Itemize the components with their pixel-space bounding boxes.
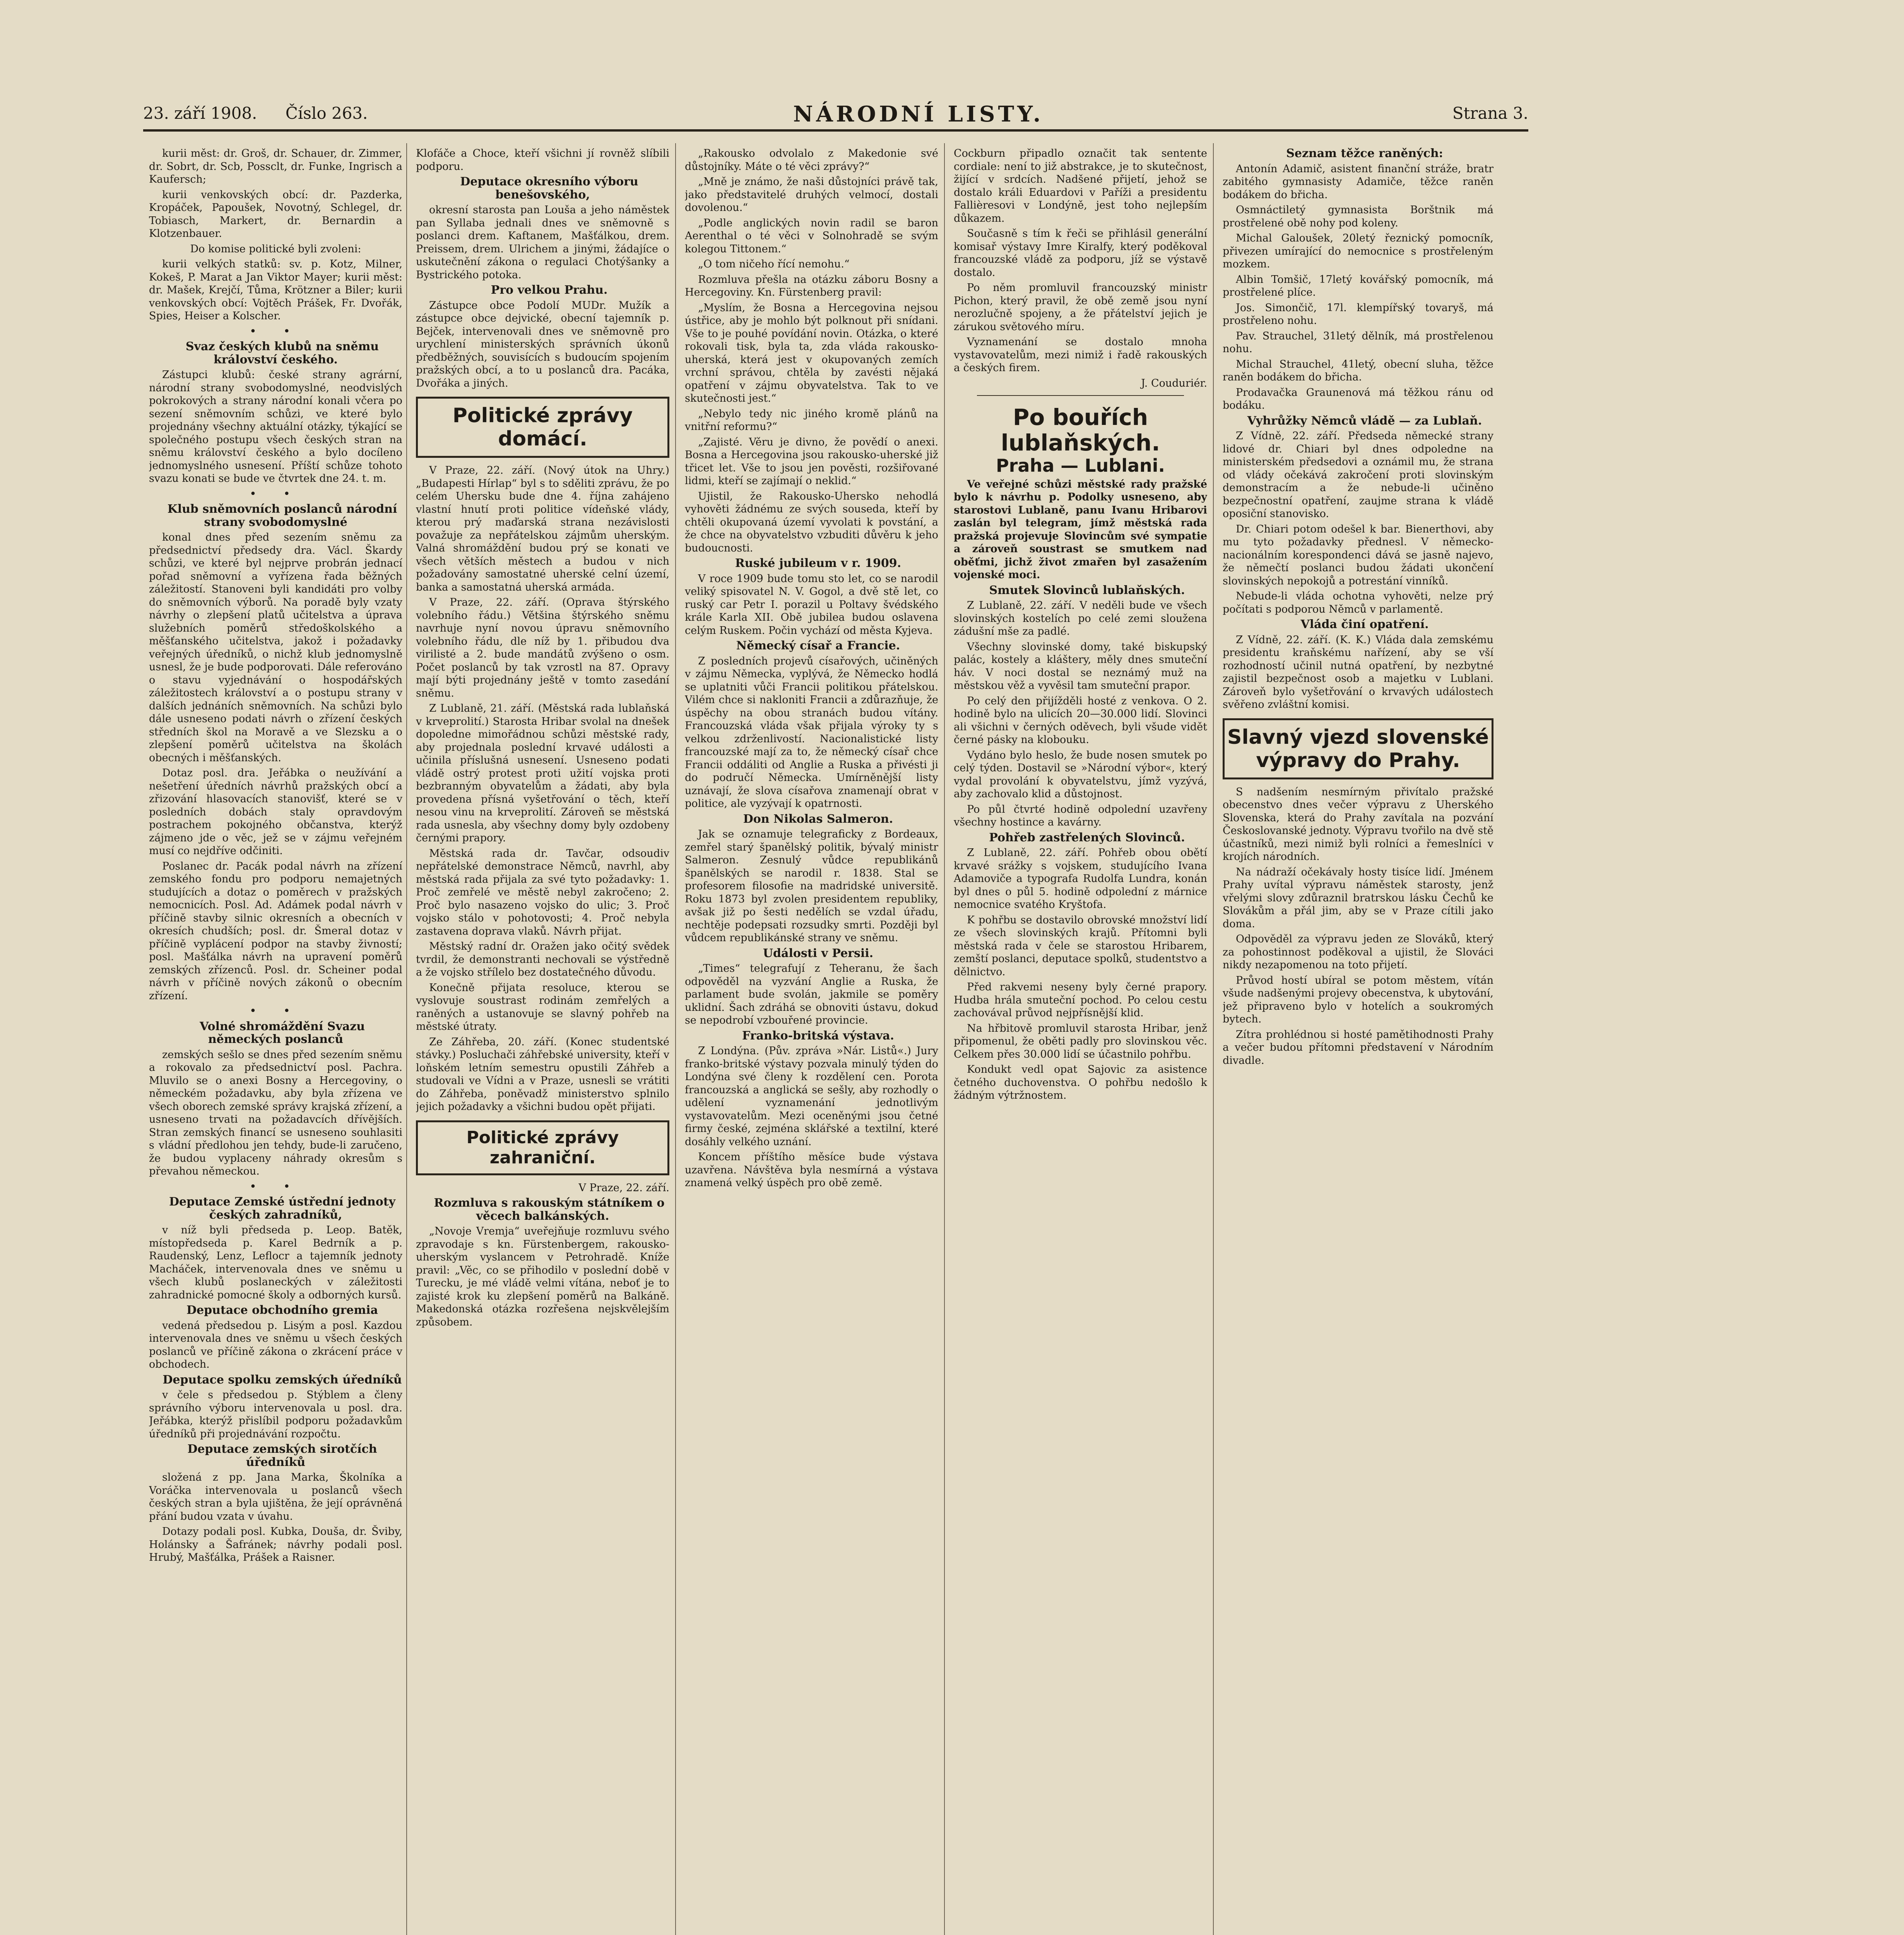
separator: • •: [250, 1180, 302, 1194]
section-title-domestic: Politické zprávy domácí.: [416, 397, 669, 458]
paragraph: Vyznamenání se dostalo mnoha vystavovatelům, mezi nimiž i řadě rakouských a českých firem.: [954, 336, 1207, 374]
paragraph: Po něm promluvil francouzský ministr Pichon, který pravil, že obě země jsou nyní nerozlučně spojeny, a že přátelství jejich je zárukou světového míru.: [954, 282, 1207, 333]
paragraph: „Mně je známo, že naši důstojníci právě tak, jako představitelé druhých velmocí, dostali dovolenou.“: [685, 176, 938, 214]
paragraph: Rozmluva přešla na otázku záboru Bosny a Hercegoviny. Kn. Fürstenberg pravil:: [685, 273, 938, 298]
paragraph: Z Lublaně, 22. září. Pohřeb obou obětí krvavé srážky s vojskem, studujícího Ivana Adamoviče a typografa Rudolfa Lundra, konán byl dnes o půl 5. hodině odpolední z márnice nemocnice svatého Kryštofa.: [954, 847, 1207, 911]
paragraph: Dotaz posl. dra. Jeřábka o neužívání a nešetření úředních návrhů pražských obcí a zřizování hlasovacích stanovišť, které se v posledních dobách staly opravdovým postrachem pokojného občanstva, kterýž zájmeno jde o věc, jež se v zájmu veřejném musí co nejdříve odčiniti.: [149, 767, 402, 857]
section-heading: Deputace Zemské ústřední jednoty českých zahradníků,: [169, 1195, 396, 1222]
paragraph: Zástupce obce Podolí MUDr. Mužík a zástupce obce dejvické, obecní tajemník p. Bejček, intervenovali dnes ve sněmovně pro urychlení ministerských správních úkonů předběžných, souvisících s budoucím spojením pražských obcí, a to u poslanců dra. Pacáka, Dvořáka a jiných.: [416, 299, 669, 389]
paragraph: Na nádraží očekávaly hosty tisíce lidí. Jménem Prahy uvítal výpravu náměstek starosty, jenž vřelými slovy zdůraznil bratrskou lásku Čechů ke Slovákům a přál jim, aby se v Praze cítili jako doma.: [1223, 866, 1493, 930]
paragraph: Zástupci klubů: české strany agrární, národní strany svobodomyslné, neodvislých pokrokových a strany národní konali včera po sezení sněmovním schůzi, ve které bylo projednány všechny aktuální otázky, týkající se společného postupu všech českých stran na sněmu království českého a bylo docíleno jednomyslného usnesení. Příští schůze tohoto svazu konati se bude ve čtvrtek dne 24. t. m.: [149, 369, 402, 485]
section-heading: Vláda činí opatření.: [1300, 618, 1429, 631]
page-number: Strana 3.: [1452, 104, 1528, 123]
paragraph: Pav. Strauchel, 31letý dělník, má prostřelenou nohu.: [1223, 330, 1493, 355]
section-heading: Ruské jubileum v r. 1909.: [735, 557, 902, 570]
paragraph: Klofáče a Choce, kteří všichni jí rovněž slíbili podporu.: [416, 147, 669, 173]
paragraph: „Myslím, že Bosna a Hercegovina nejsou ústřice, aby je mohlo být polknout při snídani. Vše to je pouhé povídání novin. Otázka, o které rokovali tisk, byla ta, zda vláda rakousko-uherská, která jest v okupovaných zemích vrchní správou, chtěla by zavésti nějaká opatření v zájmu obyvatelstva. Tak to ve skutečnosti jest.“: [685, 301, 938, 404]
section-heading: Deputace obchodního gremia: [186, 1303, 378, 1317]
section-heading: Pohřeb zastřelených Slovinců.: [989, 831, 1185, 844]
paragraph: okresní starosta pan Louša a jeho náměstek pan Syllaba jednali dnes ve sněmovně s poslanci drem. Kaftanem, Mašťálkou, drem. Preissem, drem. Ulrichem a jinými, žádajíce o uskutečnění zákona o regulaci Chotýšanky a Bystrického potoka.: [416, 204, 669, 281]
paragraph: Prodavačka Graunenová má těžkou ránu od bodáku.: [1223, 386, 1493, 411]
paragraph: Osmnáctiletý gymnasista Borštnik má prostřelené obě nohy pod koleny.: [1223, 204, 1493, 229]
paragraph: Z Vídně, 22. září. Předseda německé strany lidové dr. Chiari byl dnes odpoledne na ministerském předsedovi a oznámil mu, že strana od vlády očekává zakročení proti slovinským demonstracím a že nebude-li učiněno bezpečnostní opatření, zaujme strana k vládě oposiční stanovisko.: [1223, 430, 1493, 520]
column-rule: [406, 143, 407, 1935]
paragraph: Současně s tím k řeči se přihlásil generální komisař výstavy Imre Kiralfy, který poděkoval francouzské vládě za podporu, jíž se výstavě dostalo.: [954, 228, 1207, 279]
paragraph: Albin Tomšič, 17letý kovářský pomocník, má prostřelené plíce.: [1223, 273, 1493, 298]
paragraph: Z Londýna. (Pův. zpráva »Nár. Listů«.) Jury franko-britské výstavy pozvala minulý týden do Londýna své členy k rozdělení cen. Porota francouzská a anglická se sešly, aby rozhodly o udělení vyznamenání jednotlivým vystavovatelům. Mezi oceněnými jsou četné firmy české, zejména sklářské a textilní, které dosáhly velkého uznání.: [685, 1045, 938, 1148]
separator: • •: [250, 487, 302, 501]
paragraph: Nebude-li vláda ochotna vyhověti, nelze prý počítati s podporou Němců v parlamentě.: [1223, 590, 1493, 615]
divider: [977, 395, 1184, 396]
section-heading: Rozmluva s rakouským státníkem o věcech balkánských.: [434, 1196, 665, 1223]
paragraph: Do komise politické byli zvoleni:: [190, 243, 361, 255]
section-heading: Volné shromáždění Svazu německých poslanců: [199, 1019, 365, 1046]
column-rule: [675, 143, 676, 1935]
article-title-slovak-visit: Slavný vjezd slovenské výpravy do Prahy.: [1223, 718, 1493, 779]
paragraph: v čele s předsedou p. Stýblem a členy správního výboru intervenovala u posl. dra. Jeřábka, kterýž přislíbil podporu požadavkům úředníků při projednávání rozpočtu.: [149, 1389, 402, 1440]
section-title-foreign: Politické zprávy zahraniční.: [416, 1120, 669, 1175]
section-heading: Pro velkou Prahu.: [491, 283, 608, 297]
paragraph: Všechny slovinské domy, také biskupský palác, kostely a kláštery, měly dnes smuteční háv. V noci dostal se neznámý muž na městskou věž a vyvěsil tam smuteční prapor.: [954, 640, 1207, 692]
section-heading: Deputace zemských sirotčích úředníků: [187, 1442, 377, 1469]
paragraph: „O tom ničeho řící nemohu.“: [698, 258, 850, 270]
issue-number: Číslo 263.: [285, 104, 368, 123]
issue-date: 23. září 1908.: [143, 104, 257, 123]
paragraph: konal dnes před sezením sněmu za předsednictví předsedy dra. Václ. Škardy schůzi, ve které byl nejprve probrán jednací pořad sněmovní a vyřízena řada běžných záležitostí. Stanoveni byli kandidáti pro volby do sněmovních výborů. Na poradě byly vzaty návrhy o zlepšení platů učitelstva a úprava služebních poměrů středoškolského a měšťanského učitelstva, jakož i požadavky veřejných úředníků, o nichž klub jednomyslně usnesl, že je bude podporovati. Dále referováno o stavu vyjednávání o hospodářských záležitostech království a o postupu strany v dalších jednáních sněmovních. Na schůzi bylo dále usneseno podati návrh o zřízení českých středních škol na Moravě a ve Slezsku a o zlepšení poměrů učitelstva na školách obecných i měšťanských.: [149, 531, 402, 764]
paragraph: V Praze, 22. září. (Oprava štýrského volebního řádu.) Většina štýrského sněmu navrhuje nyní novou úpravu sněmovního volebního řádu, dle níž by 1. přibudou dva virilisté a 2. bude mandátů zvýšeno o osm. Počet poslanců by tak vzrostl na 87. Opravy mají býti projednány ještě v tomto zasedání sněmu.: [416, 596, 669, 699]
paragraph: „Times“ telegrafují z Teheranu, že šach odpověděl na vyzvání Anglie a Ruska, že parlament bude svolán, jakmile se poměry uklidní. Šach zdráhá se obnoviti ústavu, dokud se nepodrobí vzbouřené provincie.: [685, 962, 938, 1026]
article-subtitle: Praha — Lublani.: [996, 455, 1165, 476]
separator: • •: [250, 324, 302, 338]
paragraph: „Nebylo tedy nic jiného kromě plánů na vnitřní reformu?“: [685, 408, 938, 433]
paragraph: kurii měst: dr. Groš, dr. Schauer, dr. Zimmer, dr. Sobrt, dr. Scb, Possclt, dr. Funke, Ingrisch a Kaufersch;: [149, 147, 402, 185]
paragraph: Vydáno bylo heslo, že bude nosen smutek po celý týden. Dostavil se »Národní výbor«, který vydal provolání k obyvatelstvu, jímž vyzývá, aby zachovalo klid a důstojnost.: [954, 749, 1207, 800]
section-heading: Klub sněmovních poslanců národní strany svobodomyslné: [167, 502, 397, 529]
section-heading: Smutek Slovinců lublaňských.: [989, 583, 1185, 597]
paragraph: Jak se oznamuje telegraficky z Bordeaux, zemřel starý španělský politik, bývalý ministr Salmeron. Zesnulý vůdce republikánů španělských se narodil r. 1838. Stal se profesorem filosofie na madridské universitě. Roku 1873 byl zvolen presidentem republiky, avšak již po šesti nedělích se vzdal úřadu, nechtěje podepsati rozsudky smrti. Později byl vůdcem republikánské strany ve sněmu.: [685, 828, 938, 944]
paragraph: V roce 1909 bude tomu sto let, co se narodil veliký spisovatel N. V. Gogol, a dvě stě let, co ruský car Petr I. porazil u Poltavy švédského krále Karla XII. Obě jubilea budou oslavena celým Ruskem. Počin vychází od města Kyjeva.: [685, 572, 938, 637]
paragraph: Ve veřejné schůzi městské rady pražské bylo k návrhu p. Podolky usneseno, aby starostovi Lublaně, panu Ivanu Hribarovi zaslán byl telegram, jímž městská rada pražská projevuje Slovincům své sympatie a zároveň soustrast se smutkem nad oběťmi, jichž život zmařen byl zasažením vojenské moci.: [954, 478, 1207, 581]
paragraph: Před rakvemi neseny byly černé prapory. Hudba hrála smuteční pochod. Po celou cestu zachovával průvod nejpřísnější klid.: [954, 981, 1207, 1019]
paragraph: Michal Strauchel, 41letý, obecní sluha, těžce raněn bodákem do břicha.: [1223, 358, 1493, 383]
section-heading: Don Nikolas Salmeron.: [743, 812, 893, 826]
section-heading: Události v Persii.: [763, 946, 874, 960]
paragraph: Dr. Chiari potom odešel k bar. Bienerthovi, aby mu tyto požadavky přednesl. V německo-nacionálním korespondenci dává se jasně najevo, že němečtí poslanci budou žádati ukončení slovinských nepokojů a potrestání vinníků.: [1223, 523, 1493, 587]
paragraph: Kondukt vedl opat Sajovic za asistence četného duchovenstva. O pohřbu nedošlo k žádným výtržnostem.: [954, 1063, 1207, 1101]
section-heading: Deputace okresního výboru benešovského,: [460, 175, 638, 202]
paragraph: S nadšením nesmírným přivítalo pražské obecenstvo dnes večer výpravu z Uherského Slovenska, která do Prahy zavítala na pozvání Českoslovanské jednoty. Výpravu tvořilo na dvě stě účastníků, mezi nimiž byli rolníci a řemeslníci v krojích národních.: [1223, 786, 1493, 863]
column-5: [1223, 147, 1493, 1935]
article-title-storms: Po bouřích lublaňských.: [1001, 404, 1160, 456]
paragraph: Po celý den přijížděli hosté z venkova. O 2. hodině bylo na ulicích 20—30.000 lidí. Slovinci ali všichni v černých oděvech, byli všude vidět černé pásky na klobouku.: [954, 695, 1207, 746]
paragraph: K pohřbu se dostavilo obrovské množství lidí ze všech slovinských krajů. Přítomni byli městská rada v čele se starostou Hribarem, zemští poslanci, deputace spolků, studentstvo a dělnictvo.: [954, 914, 1207, 978]
paragraph: Poslanec dr. Pacák podal návrh na zřízení zemského fondu pro podporu nemajetných studujících a dotaz o poměrech v pražských nemocnicích. Posl. Ad. Adámek podal návrh v příčině stavby silnic okresních a obecních v okresích chudších; posl. dr. Šmeral dotaz v příčině vyplácení podpor na stavby živností; posl. Mašťálka návrh na upravení poměrů zemských zřízenců. Posl. dr. Scheiner podal návrh v příčině nových zákonů o obecním zřízení.: [149, 860, 402, 1002]
separator: • •: [250, 1004, 302, 1018]
paragraph: Průvod hostí ubíral se potom městem, vítán všude nadšenými projevy obecenstva, k ubytování, jež připraveno bylo v hotelích a soukromých bytech.: [1223, 974, 1493, 1025]
paragraph: Koncem příštího měsíce bude výstava uzavřena. Návštěva byla nesmírná a výstava znamená velký úspěch pro obě země.: [685, 1151, 938, 1189]
paragraph: složená z pp. Jana Marka, Školníka a Voráčka intervenovala u poslanců všech českých stran a byla ujištěna, že její oprávněná přání budou vzata v úvahu.: [149, 1471, 402, 1522]
paragraph: Na hřbitově promluvil starosta Hribar, jenž připomenul, že oběti padly pro slovinskou věc. Celkem přes 30.000 lidí se účastnilo pohřbu.: [954, 1022, 1207, 1060]
paragraph: zemských sešlo se dnes před sezením sněmu a rokovalo za předsednictví posl. Pachra. Mluvilo se o anexi Bosny a Hercegoviny, o německém požadavku, aby byla zřízena ve všech oborech zemské správy krajská zřízení, a usneseno trvati na požadavcích dřívějších. Stran zemských financí se usneseno souhlasiti s vládní předlohou jen tehdy, bude-li zaručeno, že budou vyplaceny náhrady okresům s převahou německou.: [149, 1048, 402, 1177]
paragraph: Ze Záhřeba, 20. září. (Konec studentské stávky.) Posluchači záhřebské university, kteří v loňském letním semestru opustili Záhřeb a studovali ve Vídni a v Praze, usnesli se vrátiti do Záhřeba, poněvadž ministerstvo splnilo jejich požadavky a všichni budou opět přijati.: [416, 1036, 669, 1113]
header-left: [143, 104, 391, 123]
column-rule: [1213, 143, 1214, 1935]
section-heading: Seznam těžce raněných:: [1286, 147, 1443, 160]
section-heading: Svaz českých klubů na sněmu království českého.: [185, 340, 379, 366]
paragraph: Z Lublaně, 22. září. V neděli bude ve všech slovinských kostelích po celé zemi sloužena zádušní mše za padlé.: [954, 599, 1207, 637]
column-rule: [944, 143, 945, 1935]
paragraph: Městská rada dr. Tavčar, odsoudiv nepřátelské demonstrace Němců, navrhl, aby městská rada přijala za své tyto požadavky: 1. Proč zemřelé ve městě nebyl zakročeno; 2. Proč bylo nasazeno vojsko do ulic; 3. Proč vojsko stálo v pohotovosti; 4. Proč nebyla zastavena doprava vlaků. Návrh přijat.: [416, 847, 669, 937]
paragraph: kurii venkovských obcí: dr. Pazderka, Kropáček, Papoušek, Novotný, Schlegel, dr. Tobiasch, Markert, dr. Bernardin a Klotzenbauer.: [149, 188, 402, 240]
paragraph: „Novoje Vremja“ uveřejňuje rozmluvu svého zpravodaje s kn. Fürstenbergem, rakousko-uherským vyslancem v Petrohradě. Kníže pravil: „Věc, co se přihodilo v poslední době v Turecku, je mé vládě velmi vítána, neboť je to zajisté krok ku zlepšení poměrů na Balkáně. Makedonská otázka rozřešena nejskvělejším způsobem.: [416, 1225, 669, 1328]
paragraph: Ujistil, že Rakousko-Uhersko nehodlá vyhověti žádnému ze svých souseda, kteří by chtěli okupovaná území vyvolati k povstání, a že chce na obyvatelstvo vzbuditi důvěru k jeho budoucnosti.: [685, 490, 938, 554]
paragraph: V Praze, 22. září. (Nový útok na Uhry.) „Budapesti Hírlap“ byl s to sděliti zprávu, že po celém Uhersku bude dne 4. října zahájeno vlastní hnutí proti politice vídeňské vlády, kterou prý maďarská strana nezávislosti považuje za nepřátelskou zájmům uherským. Valná shromáždění budou prý se konati ve všech větších městech a budou v nich požadovány samostatné uherské celní území, banka a samostatná uherská armáda.: [416, 464, 669, 593]
paragraph: Konečně přijata resoluce, kterou se vyslovuje soustrast rodinám zemřelých a raněných a ustanovuje se slavný pohřeb na městské útraty.: [416, 981, 669, 1033]
dateline: V Praze, 22. září.: [578, 1182, 669, 1194]
paragraph: Městský radní dr. Oražen jako očitý svědek tvrdil, že demonstranti nechovali se výstředně a že vojsko střílelo bez dostatečného důvodu.: [416, 940, 669, 978]
paragraph: „Podle anglických novin radil se baron Aerenthal o té věci v Solnohradě se svým kolegou Tittonem.“: [685, 217, 938, 255]
column-2: [416, 147, 669, 1935]
paragraph: v níž byli předseda p. Leop. Batěk, místopředseda p. Karel Bedrník a p. Raudenský, Lenz, Leflocr a tajemník jednoty Macháček, intervenovala dnes ve sněmu u všech klubů poslaneckých v záležitosti zahradnické pomocné školy a odborných kursů.: [149, 1224, 402, 1301]
column-1: [149, 147, 402, 1935]
paragraph: „Zajisté. Věru je divno, že povědí o anexi. Bosna a Hercegovina jsou rakousko-uherské již třicet let. Vše to jsou jen pověsti, rozšiřované lidmi, kteří se zajímají o neklid.“: [685, 436, 938, 487]
paragraph: Zítra prohlédnou si hosté pamětihodnosti Prahy a večer budou přítomni představení v Národním divadle.: [1223, 1028, 1493, 1067]
page-header: [143, 101, 1528, 132]
column-4: [954, 147, 1207, 1935]
paragraph: Cockburn připadlo označit tak sentente cordiale: není to již abstrakce, je to skutečnost, žijící v srdcích. Nadšené přijetí, jehož se dostalo králi Eduardovi v Paříži a presidentu Fallièresovi v Londýně, jest toho nejlepším důkazem.: [954, 147, 1207, 224]
section-heading: Vyhrůžky Němců vládě — za Lublaň.: [1247, 414, 1482, 428]
paragraph: vedená předsedou p. Lisým a posl. Kazdou intervenovala dnes ve sněmu u všech českých poslanců ve příčině zákona o zkrácení práce v obchodech.: [149, 1319, 402, 1370]
paragraph: Z Lublaně, 21. září. (Městská rada lublaňská v krveprolití.) Starosta Hribar svolal na dnešek dopoledne mimořádnou schůzi městské rady, aby projednala poslední krvavé události a učinila příslušná usnesení. Usneseno podati vládě ostrý protest proti užití vojska proti bezbranným obyvatelům a žádati, aby byla provedena přísná vyšetřování o těch, kteří nesou vinu na krveprolití. Zároveň se městská rada usnesla, aby všechny domy byly ozdobeny černými prapory.: [416, 702, 669, 844]
paragraph: Po půl čtvrté hodině odpolední uzavřeny všechny hostince a kavárny.: [954, 803, 1207, 828]
paragraph: Antonín Adamič, asistent finanční stráže, bratr zabitého gymnasisty Adamiče, těžce raněn bodákem do břicha.: [1223, 163, 1493, 201]
column-3: [685, 147, 938, 1935]
paragraph: Odpověděl za výpravu jeden ze Slováků, který za pohostinnost poděkoval a ujistil, že Slováci nikdy nezapomenou na toto přijetí.: [1223, 933, 1493, 971]
masthead-title: NÁRODNÍ LISTY.: [793, 101, 1044, 127]
paragraph: Z posledních projevů císařových, učiněných v zájmu Německa, vyplývá, že Německo hodlá se uplatniti vůči Francii politikou přátelskou. Vilém chce si nakloniti Francii a zdůrazňuje, že úspěchy na obou stranách budou vítány. Francouzská vláda však přijala výroky ty s velkou zdrženlivostí. Nacionalistické listy francouzské mají za to, že německý císař chce Francii oddáliti od Anglie a Ruska a přivésti ji do područí Německa. Umírněnější listy uznávají, že slova císařova znamenají obrat v politice, ale vyzývají k opatrnosti.: [685, 655, 938, 810]
section-heading: Franko-britská výstava.: [742, 1029, 895, 1043]
section-heading: Deputace spolku zemských úředníků: [163, 1373, 402, 1387]
paragraph: Z Vídně, 22. září. (K. K.) Vláda dala zemskému presidentu kraňskému nařízení, aby se vší rozhodností učinil nutná opatření, by nezbytné zajistil bezpečnost osob a majetku v Lublani. Zároveň bylo vyšetřování o krvavých událostech svěřeno zvláštní komisi.: [1223, 634, 1493, 711]
paragraph: Dotazy podali posl. Kubka, Douša, dr. Šviby, Holánsky a Šafránek; návrhy podali posl. Hrubý, Mašťálka, Prášek a Raisner.: [149, 1526, 402, 1563]
paragraph: Jos. Simončič, 17l. klempířský tovaryš, má prostřeleno nohu.: [1223, 301, 1493, 327]
signature: J. Couduriér.: [1141, 377, 1207, 389]
section-heading: Německý císař a Francie.: [736, 639, 900, 652]
paragraph: kurii velkých statků: sv. p. Kotz, Milner, Kokeš, P. Marat a Jan Viktor Mayer; kurii měst: dr. Mašek, Krejčí, Tůma, Krötzner a Biler; kurii venkovských obcí: Vojtěch Prášek, Fr. Dvořák, Spies, Heiser a Kolscher.: [149, 258, 402, 322]
paragraph: Michal Galoušek, 20letý řeznický pomocník, přivezen umírající do nemocnice s prostřeleným mozkem.: [1223, 232, 1493, 270]
paragraph: „Rakousko odvolalo z Makedonie své důstojníky. Máte o té věci zprávy?“: [685, 147, 938, 173]
